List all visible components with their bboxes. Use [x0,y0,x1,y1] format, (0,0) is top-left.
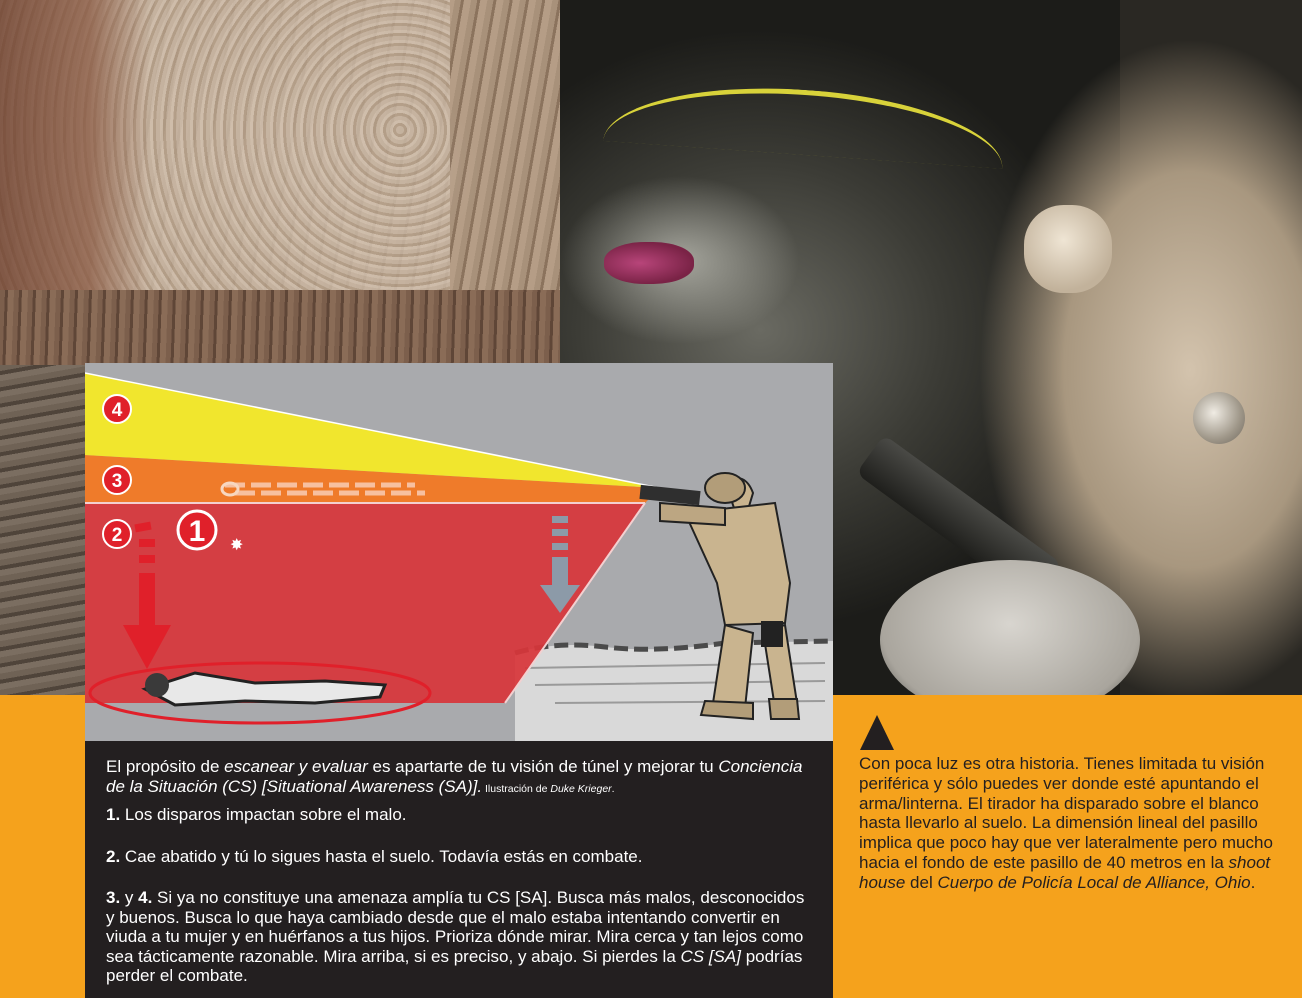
item-number: 2. [106,846,121,866]
item-text: Si ya no constituye una amenaza amplía tu CS [SA]. Busca más malos, desconocidos y buenos. Busca lo que haya cambiado desde que el malo estaba intentando convertir en viuda a tu mujer y en huérfanos a tus hijos. Prioriza dónde mirar. Mira cerca y tan lejos como sea tácticamente razonable. Mira arriba, si es preciso, y abajo. Si pierdes la [106,888,805,966]
caption-body: Con poca luz es otra historia. Tienes limitada tu visión periférica y sólo puedes ver donde esté apuntando el arma/linterna. El tirador ha disparado sobre el blanco hasta llevarlo al suelo. La dimensión lineal del pasillo implica que poco hay que ver lateralmente pero mucho hacia el fondo de este pasillo de 40 metros en la [859,754,1273,872]
svg-text:3: 3 [111,471,123,492]
up-arrow-icon [860,715,894,750]
item-number: 1. [106,805,121,824]
intro-text-1: El propósito de [106,757,225,776]
item-text: podrías perder el combate. [106,946,803,985]
list-item [106,805,813,825]
caption-emphasis-1: shoot house [859,852,1271,892]
credit-prefix: Ilustración de [482,782,551,795]
item-number: 3. [106,888,121,907]
caption-mid: del [905,872,938,892]
zone-3-marker [103,466,131,494]
wood-beam-edge [0,0,150,300]
intro-emphasis-1: escanear y evaluar [224,757,368,776]
item-number: 4. [138,888,153,907]
wood-beam-middle [0,290,600,370]
illustration-caption-panel [85,741,833,998]
list-item [106,847,813,867]
photo-caption [859,755,1299,893]
list-item [106,888,813,986]
svg-text:2: 2 [111,525,123,546]
svg-text:1: 1 [188,515,206,548]
item-text: Cae abatido y tú lo sigues hasta el suelo. Todavía estás en combate. [120,846,643,866]
situational-awareness-illustration [85,363,833,741]
caption-text [859,754,1299,893]
zone-2-marker [103,520,131,548]
item-text: y [120,888,139,907]
panel-intro [106,757,813,799]
svg-text:4: 4 [111,400,123,421]
intro-text-2: es apartarte de tu visión de túnel y mejorar tu [367,757,719,776]
caption-emphasis-2: Cuerpo de Policía Local de Alliance, Ohio [937,872,1251,892]
item-emphasis: CS [SA] [680,946,741,966]
wood-beam-lower [0,365,85,695]
helmet-pad [1024,205,1112,293]
downed-figure-head [145,673,169,697]
caption-end: . [1250,872,1256,892]
helmet-knob [1193,392,1245,444]
svg-text:✸: ✸ [230,537,244,554]
item-text: Los disparos impactan sobre el malo. [120,805,407,824]
credit-name: Duke Krieger [550,782,612,795]
credit-end: . [611,782,615,795]
zone-4-marker [103,395,131,423]
downed-target [604,242,694,284]
intro-emphasis-2: Conciencia de la Situación (CS) [Situational Awareness (SA)]. [106,757,803,796]
